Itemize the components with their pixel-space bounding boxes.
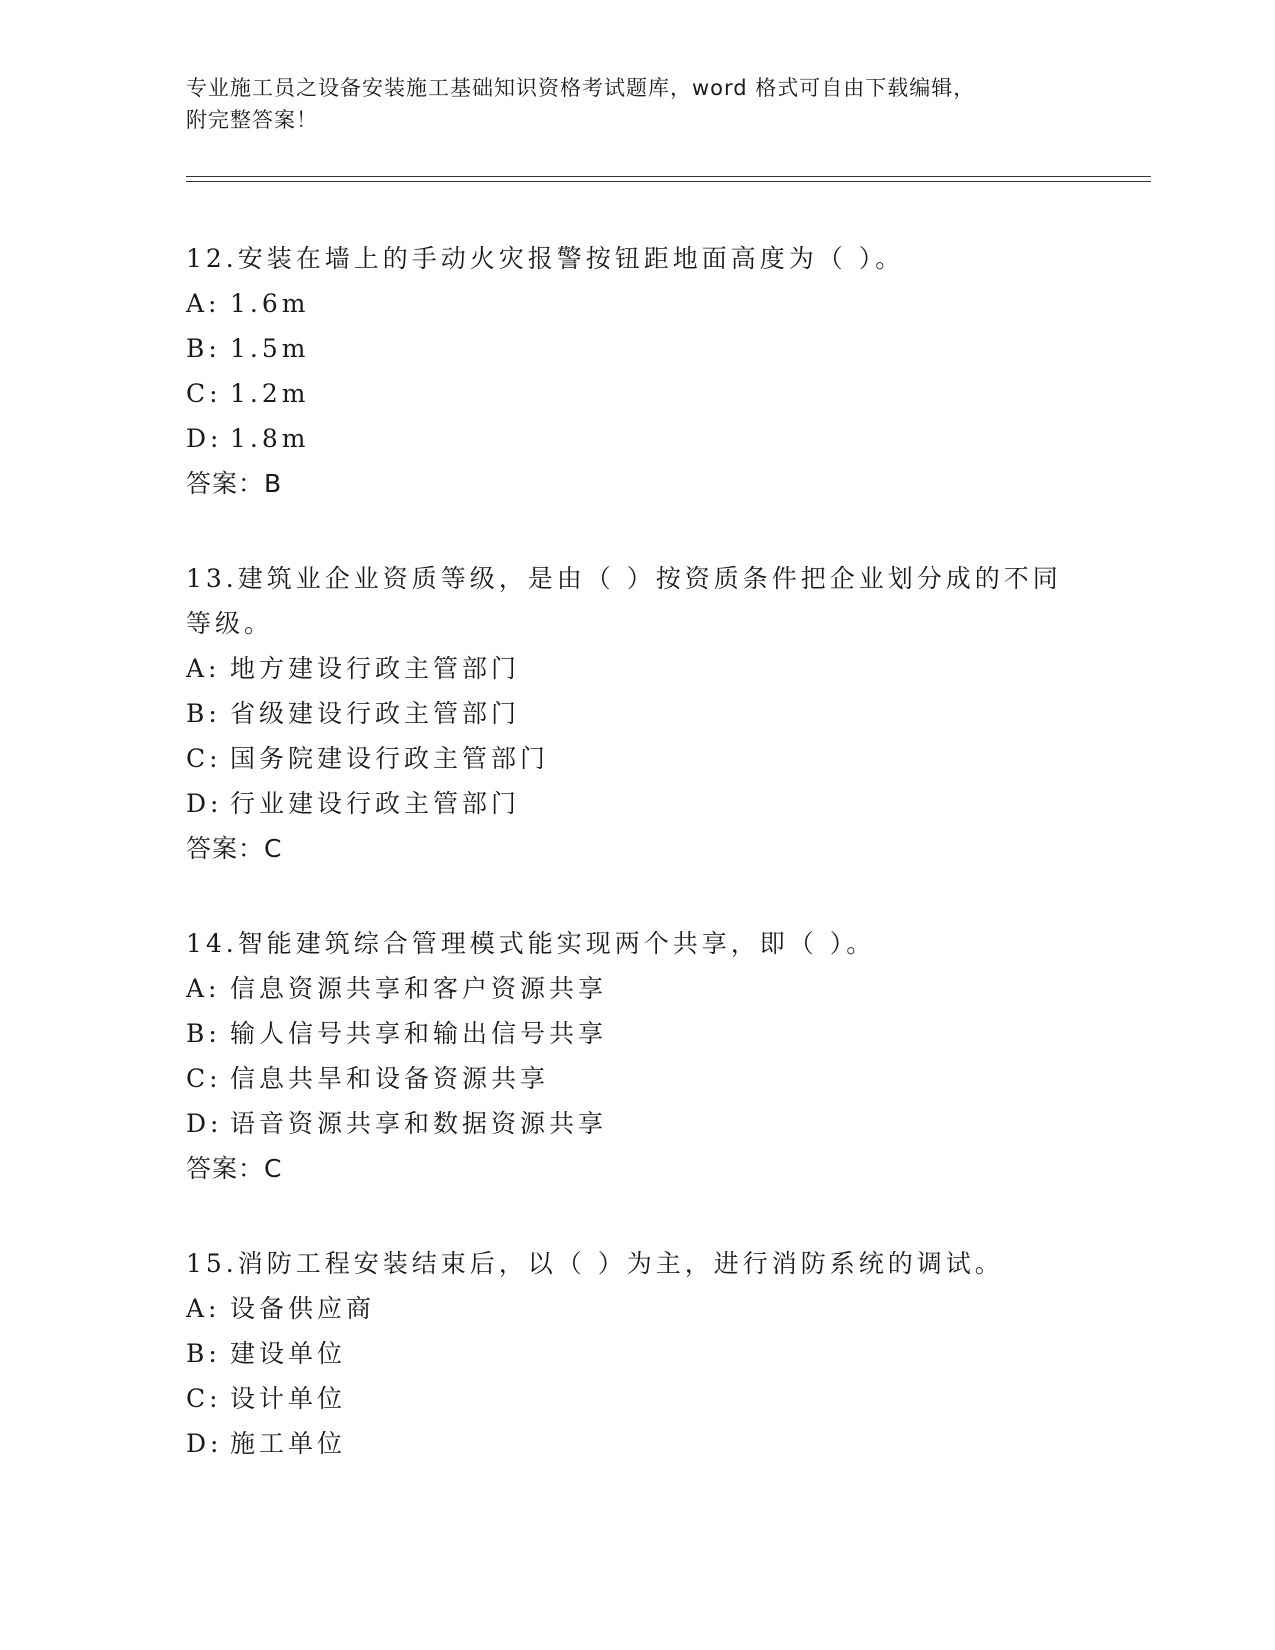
- option-b: [186, 1011, 1086, 1056]
- option-text: 施工单位: [230, 1429, 347, 1458]
- answer-line: 答案：C: [186, 834, 283, 863]
- header-line-2: 附完整答案！: [186, 108, 318, 132]
- option-c: [186, 371, 1086, 416]
- header-divider-bottom: [186, 181, 1151, 182]
- option-text: 1.8m: [230, 424, 310, 453]
- option-c: [186, 736, 1086, 781]
- question-stem: 13.建筑业企业资质等级，是由（ ）按资质条件把企业划分成的不同等级。: [186, 564, 1062, 638]
- option-key: C:: [186, 1384, 222, 1413]
- option-a: [186, 966, 1086, 1011]
- option-text: 设计单位: [230, 1384, 347, 1413]
- option-b: [186, 1331, 1086, 1376]
- option-d: [186, 781, 1086, 826]
- option-key: B:: [186, 1019, 221, 1048]
- option-text: 建设单位: [230, 1339, 347, 1368]
- option-text: 国务院建设行政主管部门: [230, 744, 550, 773]
- option-text: 1.6m: [230, 289, 310, 318]
- option-text: 输人信号共享和输出信号共享: [230, 1019, 608, 1048]
- answer-line: 答案：B: [186, 469, 283, 498]
- header-line-1: 专业施工员之设备安装施工基础知识资格考试题库，word 格式可自由下载编辑，: [186, 76, 976, 100]
- option-d: [186, 1101, 1086, 1146]
- option-key: C:: [186, 1064, 222, 1093]
- question-14: [186, 921, 1086, 1191]
- option-text: 信息共旱和设备资源共享: [230, 1064, 550, 1093]
- question-12: [186, 236, 1086, 506]
- option-key: B:: [186, 1339, 221, 1368]
- option-key: D:: [186, 1429, 223, 1458]
- option-d: [186, 1421, 1086, 1466]
- option-b: [186, 326, 1086, 371]
- option-a: [186, 646, 1086, 691]
- question-stem: 15.消防工程安装结束后，以（ ）为主，进行消防系统的调试。: [186, 1249, 1004, 1278]
- option-text: 语音资源共享和数据资源共享: [230, 1109, 608, 1138]
- option-text: 信息资源共享和客户资源共享: [230, 974, 608, 1003]
- question-15: [186, 1241, 1086, 1466]
- option-key: D:: [186, 1109, 223, 1138]
- option-key: C:: [186, 744, 222, 773]
- option-key: A:: [186, 1294, 221, 1323]
- option-key: C:: [186, 379, 222, 408]
- option-d: [186, 416, 1086, 461]
- option-key: B:: [186, 699, 221, 728]
- question-list: [186, 236, 1086, 1516]
- option-key: A:: [186, 289, 221, 318]
- option-key: A:: [186, 654, 221, 683]
- option-text: 1.5m: [230, 334, 310, 363]
- option-c: [186, 1056, 1086, 1101]
- option-c: [186, 1376, 1086, 1421]
- option-a: [186, 281, 1086, 326]
- option-text: 省级建设行政主管部门: [230, 699, 521, 728]
- option-text: 行业建设行政主管部门: [230, 789, 521, 818]
- option-a: [186, 1286, 1086, 1331]
- answer-line: 答案：C: [186, 1154, 283, 1183]
- question-stem: 12.安装在墙上的手动火灾报警按钮距地面高度为（ ）。: [186, 244, 905, 273]
- option-key: A:: [186, 974, 221, 1003]
- option-b: [186, 691, 1086, 736]
- option-key: B:: [186, 334, 221, 363]
- option-text: 地方建设行政主管部门: [230, 654, 521, 683]
- header-divider-top: [186, 176, 1151, 177]
- option-text: 设备供应商: [230, 1294, 376, 1323]
- document-header: [186, 72, 1066, 136]
- option-key: D:: [186, 424, 223, 453]
- question-stem: 14.智能建筑综合管理模式能实现两个共享，即（ ）。: [186, 929, 876, 958]
- option-text: 1.2m: [230, 379, 310, 408]
- option-key: D:: [186, 789, 223, 818]
- question-13: [186, 556, 1086, 871]
